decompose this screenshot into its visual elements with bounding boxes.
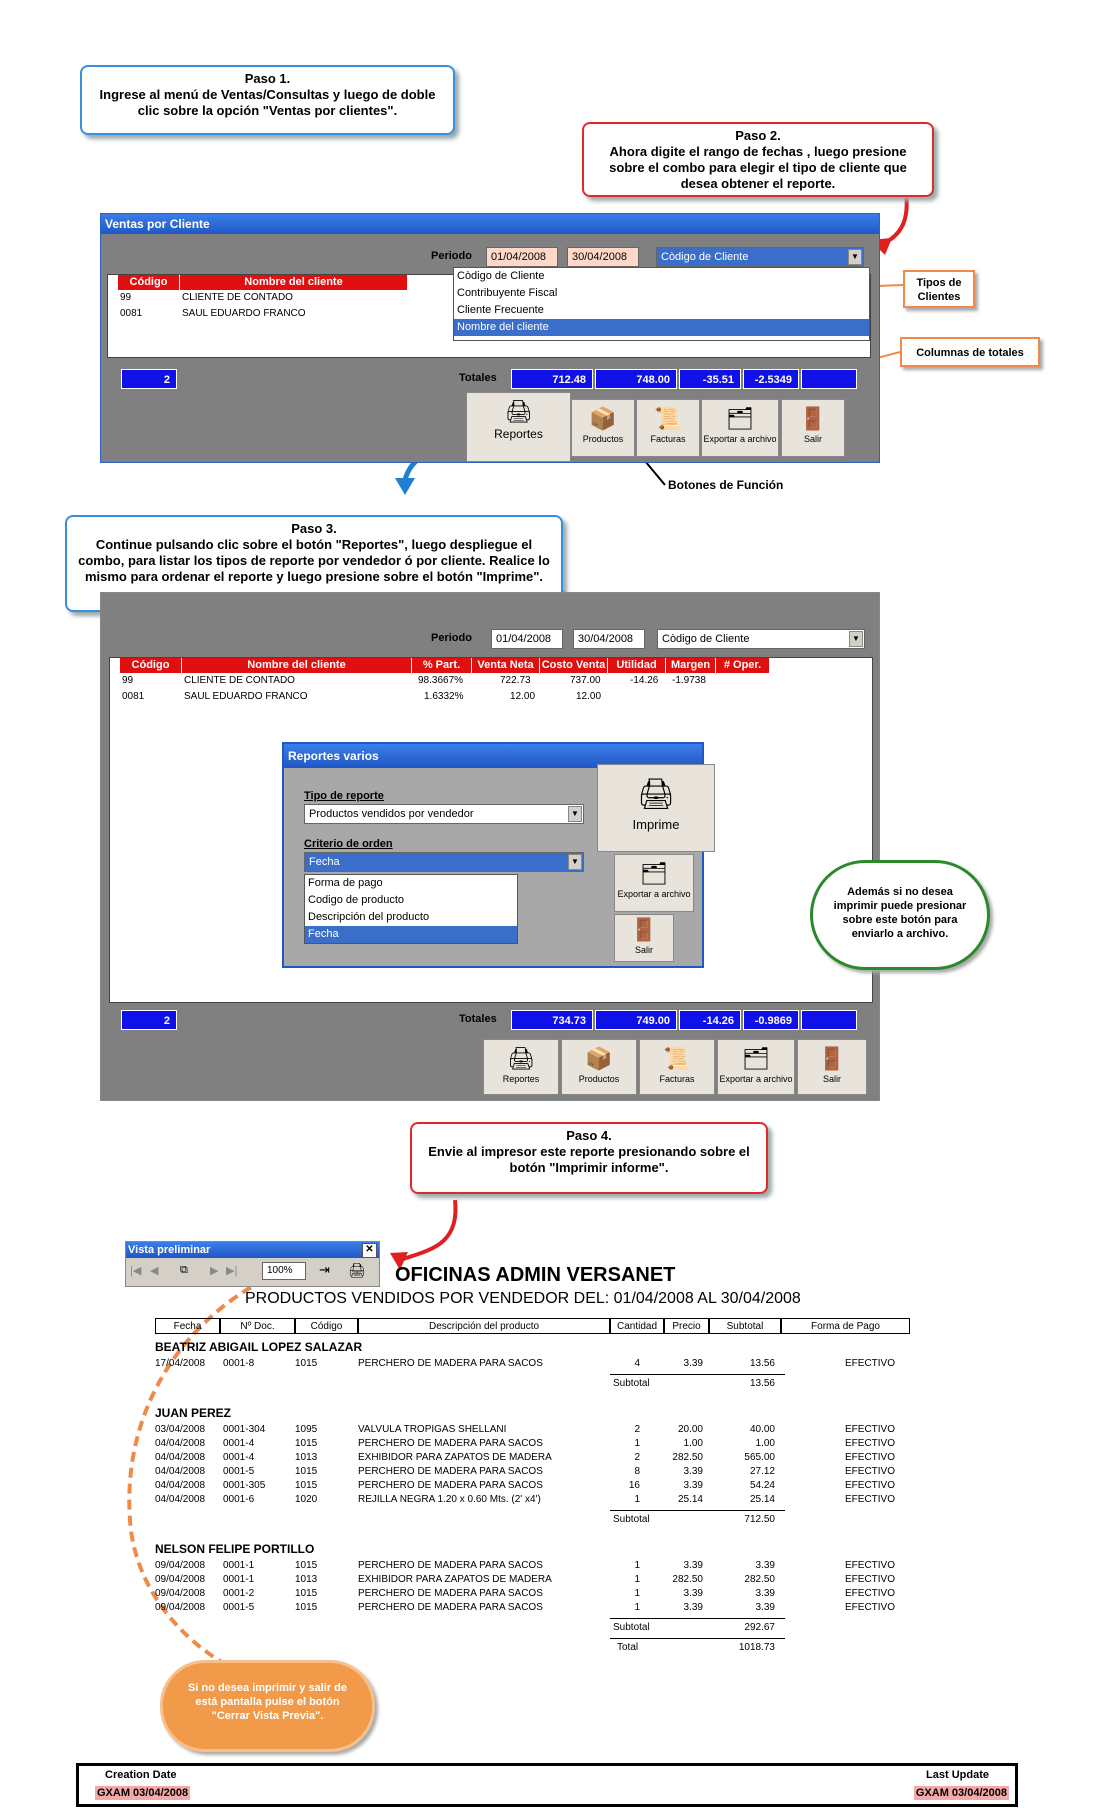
report-cell: 1013: [295, 1574, 318, 1585]
report-cell: PERCHERO DE MADERA PARA SACOS: [358, 1480, 543, 1491]
report-cell: 0001-5: [223, 1466, 255, 1477]
report-cell: 54.24: [749, 1480, 775, 1491]
row1-nombre: CLIENTE DE CONTADO: [184, 675, 295, 686]
row1-part: 98.3667%: [418, 675, 464, 686]
productos-button[interactable]: [571, 399, 635, 457]
report-cell: 1020: [295, 1494, 318, 1505]
report-cell: 1: [634, 1602, 640, 1613]
report-cell: 3.39: [683, 1466, 703, 1477]
report-cell: 0001-5: [223, 1602, 255, 1613]
report-cell: 0001-1: [223, 1560, 255, 1571]
report-cell: 1015: [295, 1602, 318, 1613]
report-cell: EFECTIVO: [845, 1560, 896, 1571]
report-cell: EFECTIVO: [845, 1494, 896, 1505]
report-cell: EFECTIVO: [845, 1480, 896, 1491]
productos-label-2: Productos: [578, 1074, 620, 1084]
report-cell: EFECTIVO: [845, 1574, 896, 1585]
report-cell: 16: [628, 1480, 640, 1491]
criterio-value: Fecha: [309, 856, 340, 868]
exportar-note-text: Además si no desea imprimir puede presionar sobre este botón para enviarlo a archivo.: [833, 886, 967, 940]
report-cell: 282.50: [672, 1452, 703, 1463]
reportes-button[interactable]: [466, 392, 571, 462]
report-cell: 4: [634, 1358, 640, 1369]
row2-costo: 12.00: [576, 691, 602, 702]
creation-value: GXAM 03/04/2008: [97, 1787, 189, 1799]
report-cell: VALVULA TROPIGAS SHELLANI: [358, 1424, 507, 1435]
last-page-icon[interactable]: ▶|: [226, 1265, 238, 1277]
report-cell: 17/04/2008: [155, 1358, 206, 1369]
group-name: NELSON FELIPE PORTILLO: [155, 1542, 315, 1556]
creation-label: Creation Date: [105, 1769, 177, 1781]
combo-value-2: Còdigo de Cliente: [662, 633, 750, 645]
rh-codigo: Código: [295, 1318, 358, 1334]
rh-subtotal: Subtotal: [709, 1318, 781, 1334]
report-cell: EFECTIVO: [845, 1358, 896, 1369]
exit-door-icon: 🚪: [630, 917, 658, 942]
exportar-label: Exportar a archivo: [703, 434, 777, 444]
report-cell: 04/04/2008: [155, 1438, 206, 1449]
invoice-icon: 📜: [654, 406, 682, 431]
cerrar-vista-previa-icon[interactable]: ⇥: [319, 1262, 330, 1277]
report-cell: 0001-6: [223, 1494, 255, 1505]
facturas-button[interactable]: [636, 399, 700, 457]
totales-label-2: Totales: [459, 1013, 497, 1025]
step4-body: Envie al impresor este reporte presionando sobre el botón "Imprimir informe".: [428, 1144, 750, 1175]
footer-bar: [76, 1763, 1018, 1807]
prev-page-icon[interactable]: ◀: [150, 1265, 159, 1277]
report-cell: 1.00: [755, 1438, 775, 1449]
copy-icon[interactable]: ⧉: [180, 1264, 188, 1276]
row2-venta: 12.00: [510, 691, 536, 702]
report-cell: 8: [634, 1466, 640, 1477]
rh-fecha: Fecha: [155, 1318, 220, 1334]
report-cell: EFECTIVO: [845, 1602, 896, 1613]
subtotal-value: 712.50: [744, 1514, 775, 1525]
report-cell: 40.00: [749, 1424, 775, 1435]
report-cell: REJILLA NEGRA 1.20 x 0.60 Mts. (2' x4'): [358, 1494, 541, 1505]
periodo-label-2: Periodo: [431, 632, 472, 644]
report-cell: 1095: [295, 1424, 318, 1435]
report-cell: 1013: [295, 1452, 318, 1463]
option-codigo-producto[interactable]: Codigo de producto: [308, 894, 405, 906]
export-icon: 🗂: [640, 861, 668, 886]
imprime-label: Imprime: [632, 817, 680, 832]
report-cell: 09/04/2008: [155, 1588, 206, 1599]
toolbar-title: [126, 1242, 379, 1258]
tipo-cliente-dropdown: [453, 267, 870, 341]
rh-cantidad: Cantidad: [610, 1318, 664, 1334]
option-nombre-cliente[interactable]: Nombre del cliente: [454, 319, 869, 336]
row1-costo: 737.00: [570, 675, 601, 686]
report-cell: 0001-2: [223, 1588, 255, 1599]
option-cliente-frecuente[interactable]: Cliente Frecuente: [457, 304, 544, 316]
report-cell: 0001-1: [223, 1574, 255, 1585]
total-utilidad-2: -14.26: [679, 1010, 741, 1030]
criterio-label: Criterio de orden: [304, 838, 393, 850]
exportar-archivo-button[interactable]: [614, 854, 694, 912]
cerrar-cloud-note: [160, 1660, 375, 1752]
reportes-varios-dialog: [282, 742, 704, 968]
tipo-reporte-value: Productos vendidos por vendedor: [309, 808, 474, 820]
salir-label: Salir: [803, 434, 822, 444]
report-cell: 0001-4: [223, 1438, 255, 1449]
step2-body: Ahora digite el rango de fechas , luego presione sobre el combo para elegir el tipo de cliente que desea obtener el reporte.: [609, 144, 907, 191]
exportar-button[interactable]: [701, 399, 779, 457]
total-venta-2: 734.73: [511, 1010, 593, 1030]
dialog-salir-button[interactable]: [614, 914, 674, 962]
reportes-label-2: Reportes: [502, 1074, 540, 1084]
rh-doc: Nº Doc.: [220, 1318, 295, 1334]
tipo-cliente-combo[interactable]: [656, 247, 864, 267]
col-codigo[interactable]: Código: [120, 658, 182, 673]
row1-venta: 722.73: [500, 675, 531, 686]
report-cell: 0001-305: [223, 1480, 266, 1491]
col-utilidad[interactable]: Utilidad: [608, 658, 666, 673]
total-margen-2: -0.9869: [743, 1010, 799, 1030]
report-cell: 282.50: [744, 1574, 775, 1585]
total-value: 1018.73: [738, 1642, 775, 1653]
invoice-icon: 📜: [663, 1046, 691, 1071]
rh-descripcion: Descripción del producto: [358, 1318, 610, 1334]
export-icon: 🗂: [726, 406, 754, 431]
report-cell: 04/04/2008: [155, 1452, 206, 1463]
col-part[interactable]: % Part.: [412, 658, 472, 673]
window-title: Ventas por Cliente: [101, 214, 879, 234]
exportar-cloud-note: [810, 860, 990, 970]
chevron-down-icon[interactable]: ▼: [849, 631, 863, 647]
close-icon[interactable]: ✕: [362, 1243, 377, 1258]
report-company: OFICINAS ADMIN VERSANET: [395, 1264, 676, 1286]
report-cell: 1015: [295, 1480, 318, 1491]
total-margen: -2.5349: [743, 369, 799, 389]
row2-part: 1.6332%: [424, 691, 464, 702]
row2-nombre: SAUL EDUARDO FRANCO: [184, 691, 308, 702]
date-from-field-2[interactable]: 01/04/2008: [491, 629, 563, 649]
option-codigo-cliente[interactable]: Còdigo de Cliente: [457, 270, 545, 282]
report-cell: EXHIBIDOR PARA ZAPATOS DE MADERA: [358, 1452, 552, 1463]
step2-title: Paso 2.: [735, 128, 781, 143]
report-cell: EFECTIVO: [845, 1424, 896, 1435]
total-costo: 748.00: [595, 369, 677, 389]
report-cell: 04/04/2008: [155, 1480, 206, 1491]
exportar-label-2: Exportar a archivo: [719, 1074, 793, 1084]
criterio-dropdown: [304, 874, 518, 944]
imprimir-informe-icon[interactable]: 🖨: [348, 1262, 366, 1278]
report-cell: 3.39: [755, 1602, 775, 1613]
report-cell: 0001-304: [223, 1424, 266, 1435]
report-cell: 13.56: [749, 1358, 775, 1369]
subtotal-rule: [610, 1618, 785, 1619]
count-box: 2: [121, 369, 177, 389]
report-cell: 3.39: [683, 1588, 703, 1599]
subtotal-label: Subtotal: [613, 1514, 650, 1525]
tipo-cliente-combo-2[interactable]: [657, 629, 865, 649]
report-cell: 1.00: [683, 1438, 703, 1449]
criterio-combo[interactable]: [304, 852, 584, 872]
report-cell: PERCHERO DE MADERA PARA SACOS: [358, 1438, 543, 1449]
report-cell: 20.00: [677, 1424, 703, 1435]
step2-callout: [582, 122, 934, 197]
tipo-reporte-combo[interactable]: [304, 804, 584, 824]
periodo-label: Periodo: [431, 250, 472, 262]
step1-title: Paso 1.: [244, 71, 291, 86]
col-codigo[interactable]: Código: [118, 275, 180, 290]
chevron-down-icon[interactable]: ▼: [568, 854, 582, 870]
report-cell: EFECTIVO: [845, 1466, 896, 1477]
step1-body: Ingrese al menú de Ventas/Consultas y luego de doble clic sobre la opción "Ventas por clientes".: [99, 87, 436, 118]
report-cell: 3.39: [755, 1560, 775, 1571]
zoom-value: 100%: [267, 1265, 293, 1276]
exportar-button-2[interactable]: [717, 1039, 795, 1095]
tipo-reporte-label: Tipo de reporte: [304, 790, 384, 802]
cerrar-note-text: Si no desea imprimir y salir de está pantalla pulse el botón "Cerrar Vista Previa".: [188, 1682, 347, 1722]
date-to-field[interactable]: 30/04/2008: [567, 247, 639, 267]
tipos-clientes-note: Tipos de Clientes: [903, 270, 975, 308]
col-oper[interactable]: # Oper.: [716, 658, 770, 673]
step3-title: Paso 3.: [291, 521, 337, 536]
combo-value: Còdigo de Cliente: [661, 251, 749, 263]
columnas-totales-note: Columnas de totales: [900, 337, 1040, 367]
report-cell: 27.12: [749, 1466, 775, 1477]
productos-label: Productos: [582, 434, 624, 444]
report-cell: 25.14: [749, 1494, 775, 1505]
facturas-label-2: Facturas: [659, 1074, 695, 1084]
row1-utilidad: -14.26: [630, 675, 659, 686]
report-cell: 1: [634, 1574, 640, 1585]
total-label: Total: [617, 1642, 639, 1653]
row1-margen: -1.9738: [672, 675, 706, 686]
date-from-field[interactable]: 01/04/2008: [486, 247, 558, 267]
col-venta[interactable]: Venta Neta: [472, 658, 540, 673]
report-cell: 1: [634, 1560, 640, 1571]
report-cell: 1015: [295, 1588, 318, 1599]
subtotal-label: Subtotal: [613, 1378, 650, 1389]
totales-label: Totales: [459, 372, 497, 384]
report-cell: EFECTIVO: [845, 1588, 896, 1599]
report-cell: 3.39: [755, 1588, 775, 1599]
col-costo[interactable]: Costo Venta: [540, 658, 608, 673]
box-icon: 📦: [589, 406, 617, 431]
box-icon: 📦: [585, 1046, 613, 1071]
report-cell: PERCHERO DE MADERA PARA SACOS: [358, 1560, 543, 1571]
toolbar-title-text: Vista preliminar: [128, 1244, 211, 1256]
report-cell: 3.39: [683, 1358, 703, 1369]
option-fecha[interactable]: Fecha: [305, 926, 517, 943]
exit-door-icon: 🚪: [799, 406, 827, 431]
report-cell: 04/04/2008: [155, 1466, 206, 1477]
chevron-down-icon[interactable]: ▼: [568, 806, 582, 822]
salir-button[interactable]: [781, 399, 845, 457]
option-descripcion[interactable]: Descripción del producto: [308, 911, 430, 923]
total-utilidad: -35.51: [679, 369, 741, 389]
report-cell: 04/04/2008: [155, 1494, 206, 1505]
report-subtitle: PRODUCTOS VENDIDOS POR VENDEDOR DEL: 01/04/2008 AL 30/04/2008: [245, 1290, 801, 1307]
col-nombre[interactable]: Nombre del cliente: [180, 275, 408, 290]
update-label: Last Update: [926, 1769, 989, 1781]
report-cell: 2: [634, 1452, 640, 1463]
row2-codigo: 0081: [122, 691, 145, 702]
subtotal-rule: [610, 1510, 785, 1511]
report-cell: 03/04/2008: [155, 1424, 206, 1435]
col-margen[interactable]: Margen: [666, 658, 716, 673]
report-cell: 565.00: [744, 1452, 775, 1463]
subtotal-rule: [610, 1374, 785, 1375]
group-name: BEATRIZ ABIGAIL LOPEZ SALAZAR: [155, 1340, 363, 1354]
report-cell: PERCHERO DE MADERA PARA SACOS: [358, 1466, 543, 1477]
report-cell: 1015: [295, 1466, 318, 1477]
zoom-select[interactable]: [262, 1262, 306, 1280]
next-page-icon[interactable]: ▶: [210, 1265, 219, 1277]
ventas-por-cliente-window: [100, 213, 880, 463]
total-oper: [801, 369, 857, 389]
imprime-button[interactable]: [597, 764, 715, 852]
rh-forma: Forma de Pago: [781, 1318, 910, 1334]
row2-nombre: SAUL EDUARDO FRANCO: [182, 308, 306, 319]
report-cell: PERCHERO DE MADERA PARA SACOS: [358, 1602, 543, 1613]
report-cell: 25.14: [677, 1494, 703, 1505]
row1-codigo: 99: [122, 675, 134, 686]
facturas-label: Facturas: [650, 434, 686, 444]
rh-precio: Precio: [664, 1318, 709, 1334]
printer-icon: 🖨: [507, 1046, 535, 1071]
report-cell: 1: [634, 1494, 640, 1505]
report-cell: 1: [634, 1438, 640, 1449]
report-cell: 09/04/2008: [155, 1560, 206, 1571]
report-cell: 3.39: [683, 1560, 703, 1571]
report-cell: 282.50: [672, 1574, 703, 1585]
step4-title: Paso 4.: [566, 1128, 612, 1143]
report-cell: 1015: [295, 1358, 318, 1369]
export-icon: 🗂: [742, 1046, 770, 1071]
exit-door-icon: 🚪: [818, 1046, 846, 1071]
botones-funcion-note: Botones de Función: [668, 478, 784, 492]
step4-callout: [410, 1122, 768, 1194]
subtotal-label: Subtotal: [613, 1622, 650, 1633]
dialog-salir-label: Salir: [634, 945, 653, 955]
option-forma-pago[interactable]: Forma de pago: [308, 877, 383, 889]
total-oper-2: [801, 1010, 857, 1030]
total-rule: [610, 1638, 785, 1639]
reportes-label: Reportes: [494, 427, 543, 441]
report-cell: 09/04/2008: [155, 1574, 206, 1585]
printer-icon: 🖨: [636, 778, 676, 811]
option-contribuyente-fiscal[interactable]: Contribuyente Fiscal: [457, 287, 558, 299]
report-cell: 0001-8: [223, 1358, 255, 1369]
subtotal-value: 13.56: [749, 1378, 775, 1389]
facturas-button-2[interactable]: [639, 1039, 715, 1095]
update-value: GXAM 03/04/2008: [915, 1787, 1007, 1799]
report-cell: 1: [634, 1588, 640, 1599]
step3-body: Continue pulsando clic sobre el botón "Reportes", luego despliegue el combo, para listar los tipos de reporte por vendedor ó por cliente. Realice lo mismo para ordenar el reporte y luego presione sobre el botón "Imprime".: [78, 537, 550, 584]
report-cell: 09/04/2008: [155, 1602, 206, 1613]
exportar-archivo-label: Exportar a archivo: [617, 889, 691, 899]
report-cell: PERCHERO DE MADERA PARA SACOS: [358, 1358, 543, 1369]
productos-button-2[interactable]: [561, 1039, 637, 1095]
date-to-field-2[interactable]: 30/04/2008: [573, 629, 645, 649]
group-name: JUAN PEREZ: [155, 1406, 232, 1420]
report-cell: EFECTIVO: [845, 1438, 896, 1449]
subtotal-value: 292.67: [744, 1622, 775, 1633]
total-venta: 712.48: [511, 369, 593, 389]
report-cell: 3.39: [683, 1480, 703, 1491]
row1-nombre: CLIENTE DE CONTADO: [182, 292, 293, 303]
row1-codigo: 99: [120, 292, 132, 303]
report-cell: PERCHERO DE MADERA PARA SACOS: [358, 1588, 543, 1599]
row2-codigo: 0081: [120, 308, 143, 319]
report-cell: 0001-4: [223, 1452, 255, 1463]
report-cell: 1015: [295, 1438, 318, 1449]
report-cell: 1015: [295, 1560, 318, 1571]
count-box-2: 2: [121, 1010, 177, 1030]
salir-button-2[interactable]: [797, 1039, 867, 1095]
first-page-icon[interactable]: |◀: [130, 1265, 142, 1277]
printer-icon: 🖨: [504, 399, 533, 424]
report-cell: EXHIBIDOR PARA ZAPATOS DE MADERA: [358, 1574, 552, 1585]
report-cell: 2: [634, 1424, 640, 1435]
reportes-button-2[interactable]: [483, 1039, 559, 1095]
salir-label-2: Salir: [822, 1074, 841, 1084]
total-costo-2: 749.00: [595, 1010, 677, 1030]
step1-callout: [80, 65, 455, 135]
report-cell: 3.39: [683, 1602, 703, 1613]
vista-preliminar-toolbar: [125, 1241, 380, 1287]
col-nombre[interactable]: Nombre del cliente: [182, 658, 412, 673]
report-cell: EFECTIVO: [845, 1452, 896, 1463]
chevron-down-icon[interactable]: ▼: [848, 249, 862, 265]
dialog-title: Reportes varios: [284, 744, 702, 768]
